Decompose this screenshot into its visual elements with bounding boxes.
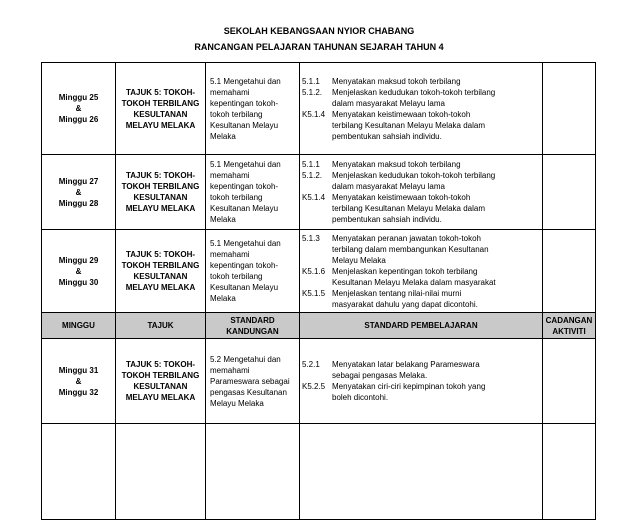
cell-line: Parameswara sebagai	[210, 376, 290, 386]
standard-line	[302, 76, 540, 87]
standard-text: pembentukan sahsiah individu.	[332, 215, 442, 224]
standard-text: Melayu Melaka	[332, 255, 386, 265]
activity-cell	[543, 230, 596, 313]
standard-code: 5.1.2.	[302, 87, 323, 97]
cell-line: AKTIVITI	[552, 326, 586, 336]
standard-text: Menjelaskan kepentingan tokoh terbilang	[332, 266, 478, 276]
cell-line: &	[75, 187, 82, 197]
standard-line	[302, 392, 540, 403]
cell-line: MELAYU MELAKA	[125, 120, 196, 130]
plan-title: RANCANGAN PELAJARAN TAHUNAN SEJARAH TAHUN 4	[194, 42, 444, 52]
standard-line	[302, 266, 540, 277]
standard-code: 5.1.3	[302, 233, 320, 243]
cell-line: tokoh terbilang	[210, 272, 263, 281]
standard-text: Menjelaskan tentang nilai-nilai murni	[332, 288, 462, 298]
cell-line: TOKOH TERBILANG	[121, 182, 200, 191]
standard-line	[302, 109, 540, 120]
standard-line	[302, 120, 540, 131]
table-row	[42, 230, 596, 313]
cell-line: TAJUK 5: TOKOH-	[125, 87, 196, 97]
topic-cell	[116, 155, 206, 230]
cell-line: memahami	[210, 87, 250, 97]
cell-line: 5.1 Mengetahui dan	[210, 76, 281, 86]
cell-line: Minggu 27	[58, 176, 99, 186]
standard-code: K5.2.5	[302, 382, 326, 391]
column-header-tajuk: TAJUK	[116, 313, 206, 339]
cell-line: kepentingan tokoh-	[210, 98, 279, 108]
cell-line: TOKOH TERBILANG	[121, 98, 200, 108]
standard-line	[302, 170, 540, 181]
cell-line: Minggu 32	[58, 387, 99, 397]
standard-line	[302, 159, 540, 170]
activity-cell	[543, 155, 596, 230]
empty-cell	[42, 424, 116, 520]
topic-cell	[116, 63, 206, 155]
standard-text: masyarakat dahulu yang dapat dicontohi.	[332, 299, 478, 309]
standard-line	[302, 131, 540, 142]
cell-line: memahami	[210, 250, 250, 259]
cell-line: Minggu 31	[58, 365, 99, 375]
standard-text: Menjelaskan kedudukan tokoh-tokoh terbilang	[332, 171, 496, 180]
standard-line	[302, 255, 540, 266]
column-header-standard-pembelajaran: STANDARD PEMBELAJARAN	[300, 313, 543, 339]
standard-line	[302, 87, 540, 98]
standard-code: 5.1.2.	[302, 171, 323, 180]
cell-line: 5.1 Mengetahui dan	[210, 160, 281, 169]
standard-code: K5.1.5	[302, 288, 326, 298]
standard-text: Menyatakan keistimewaan tokoh-tokoh	[332, 193, 471, 202]
cell-line: MELAYU MELAKA	[125, 393, 196, 402]
standard-text: Menyatakan ciri-ciri kepimpinan tokoh yang	[332, 382, 486, 391]
cell-line: Kesultanan Melayu	[210, 283, 279, 292]
week-cell	[42, 155, 116, 230]
week-cell	[42, 63, 116, 155]
cell-line: MELAYU MELAKA	[125, 283, 196, 292]
learning-standard-cell	[300, 155, 543, 230]
cell-line: KESULTANAN	[133, 109, 188, 119]
cell-line: TAJUK 5: TOKOH-	[125, 360, 196, 369]
standard-text: Kesultanan Melayu Melaka dalam masyarakat	[332, 277, 496, 287]
content-standard-cell	[206, 63, 300, 155]
cell-line: &	[75, 104, 82, 113]
standard-text: boleh dicontohi.	[332, 393, 389, 402]
plan-table	[41, 62, 596, 520]
table-row-empty	[42, 424, 596, 520]
activity-cell	[543, 63, 596, 155]
standard-line	[302, 181, 540, 192]
standard-line	[302, 277, 540, 288]
cell-line: KESULTANAN	[133, 382, 188, 391]
standard-text: terbilang dalam membangunkan Kesultanan	[332, 244, 489, 254]
cell-line: memahami	[210, 365, 250, 375]
school-name: SEKOLAH KEBANGSAAN NYIOR CHABANG	[223, 26, 415, 36]
topic-cell	[116, 230, 206, 313]
cell-line: Melayu Melaka	[210, 398, 264, 408]
cell-line: TAJUK 5: TOKOH-	[125, 250, 196, 259]
standard-text: terbilang Kesultanan Melayu Melaka dalam	[332, 120, 485, 130]
content-standard-cell	[206, 339, 300, 424]
cell-line: memahami	[210, 171, 250, 180]
standard-line	[302, 214, 540, 225]
standard-text: Menyatakan peranan jawatan tokoh-tokoh	[332, 233, 481, 243]
column-header-minggu: MINGGU	[42, 313, 116, 339]
cell-line: Kesultanan Melayu	[210, 120, 279, 130]
week-cell	[42, 230, 116, 313]
standard-code: K5.1.6	[302, 266, 326, 276]
standard-code: 5.1.1	[302, 160, 320, 169]
standard-text: pembentukan sahsiah individu.	[332, 131, 442, 141]
activity-cell	[543, 339, 596, 424]
cell-line: kepentingan tokoh-	[210, 182, 279, 191]
standard-line	[302, 203, 540, 214]
cell-line: Melaka	[210, 131, 236, 141]
cell-line: Melaka	[210, 215, 236, 224]
standard-text: Menyatakan maksud tokoh terbilang	[332, 76, 461, 86]
cell-line: Kesultanan Melayu	[210, 204, 279, 213]
standard-code: 5.2.1	[302, 360, 320, 369]
standard-line	[302, 244, 540, 255]
cell-line: tokoh terbilang	[210, 109, 263, 119]
cell-line: TAJUK 5: TOKOH-	[125, 171, 196, 180]
table-header-row	[42, 313, 596, 339]
table-row	[42, 63, 596, 155]
standard-code: 5.1.1	[302, 76, 320, 86]
cell-line: KANDUNGAN	[226, 326, 279, 336]
standard-text: sebagai pengasas Melaka.	[332, 371, 428, 380]
empty-cell	[543, 424, 596, 520]
standard-line	[302, 192, 540, 203]
standard-text: Menyatakan keistimewaan tokoh-tokoh	[332, 109, 471, 119]
cell-line: &	[75, 376, 82, 386]
standard-line	[302, 359, 540, 370]
standard-text: dalam masyarakat Melayu lama	[332, 182, 445, 191]
content-standard-cell	[206, 155, 300, 230]
cell-line: 5.1 Mengetahui dan	[210, 239, 281, 248]
empty-cell	[300, 424, 543, 520]
standard-text: terbilang Kesultanan Melayu Melaka dalam	[332, 204, 485, 213]
cell-line: kepentingan tokoh-	[210, 261, 279, 270]
standard-line	[302, 98, 540, 109]
cell-line: TOKOH TERBILANG	[121, 371, 200, 380]
standard-code: K5.1.4	[302, 109, 326, 119]
learning-standard-cell	[300, 63, 543, 155]
content-standard-cell	[206, 230, 300, 313]
week-cell	[42, 339, 116, 424]
table-row	[42, 155, 596, 230]
cell-line: Minggu 25	[58, 93, 99, 102]
cell-line: &	[75, 266, 82, 276]
cell-line: TOKOH TERBILANG	[121, 261, 200, 270]
cell-line: 5.2 Mengetahui dan	[210, 354, 281, 364]
standard-line	[302, 299, 540, 310]
column-header-standard-kandungan	[206, 313, 300, 339]
topic-cell	[116, 339, 206, 424]
cell-line: MELAYU MELAKA	[125, 204, 196, 213]
cell-line: KESULTANAN	[133, 272, 188, 281]
cell-line: STANDARD	[230, 315, 275, 325]
cell-line: Melaka	[210, 294, 236, 303]
standard-text: Menyatakan latar belakang Parameswara	[332, 360, 480, 369]
cell-line: Minggu 30	[58, 277, 99, 287]
cell-line: Minggu 29	[58, 255, 99, 265]
standard-line	[302, 288, 540, 299]
standard-text: Menjelaskan kedudukan tokoh-tokoh terbilang	[332, 87, 496, 97]
learning-standard-cell	[300, 230, 543, 313]
standard-line	[302, 233, 540, 244]
cell-line: Minggu 28	[58, 198, 99, 208]
cell-line: KESULTANAN	[133, 193, 188, 202]
cell-line: pengasas Kesultanan	[210, 387, 287, 397]
cell-line: CADANGAN	[545, 315, 593, 325]
standard-line	[302, 381, 540, 392]
cell-line: tokoh terbilang	[210, 193, 263, 202]
cell-line: Minggu 26	[58, 115, 99, 124]
standard-code: K5.1.4	[302, 193, 326, 202]
empty-cell	[206, 424, 300, 520]
standard-text: Menyatakan maksud tokoh terbilang	[332, 160, 461, 169]
column-header-cadangan-aktiviti	[543, 313, 596, 339]
standard-text: dalam masyarakat Melayu lama	[332, 98, 445, 108]
table-row	[42, 339, 596, 424]
empty-cell	[116, 424, 206, 520]
learning-standard-cell	[300, 339, 543, 424]
standard-line	[302, 370, 540, 381]
